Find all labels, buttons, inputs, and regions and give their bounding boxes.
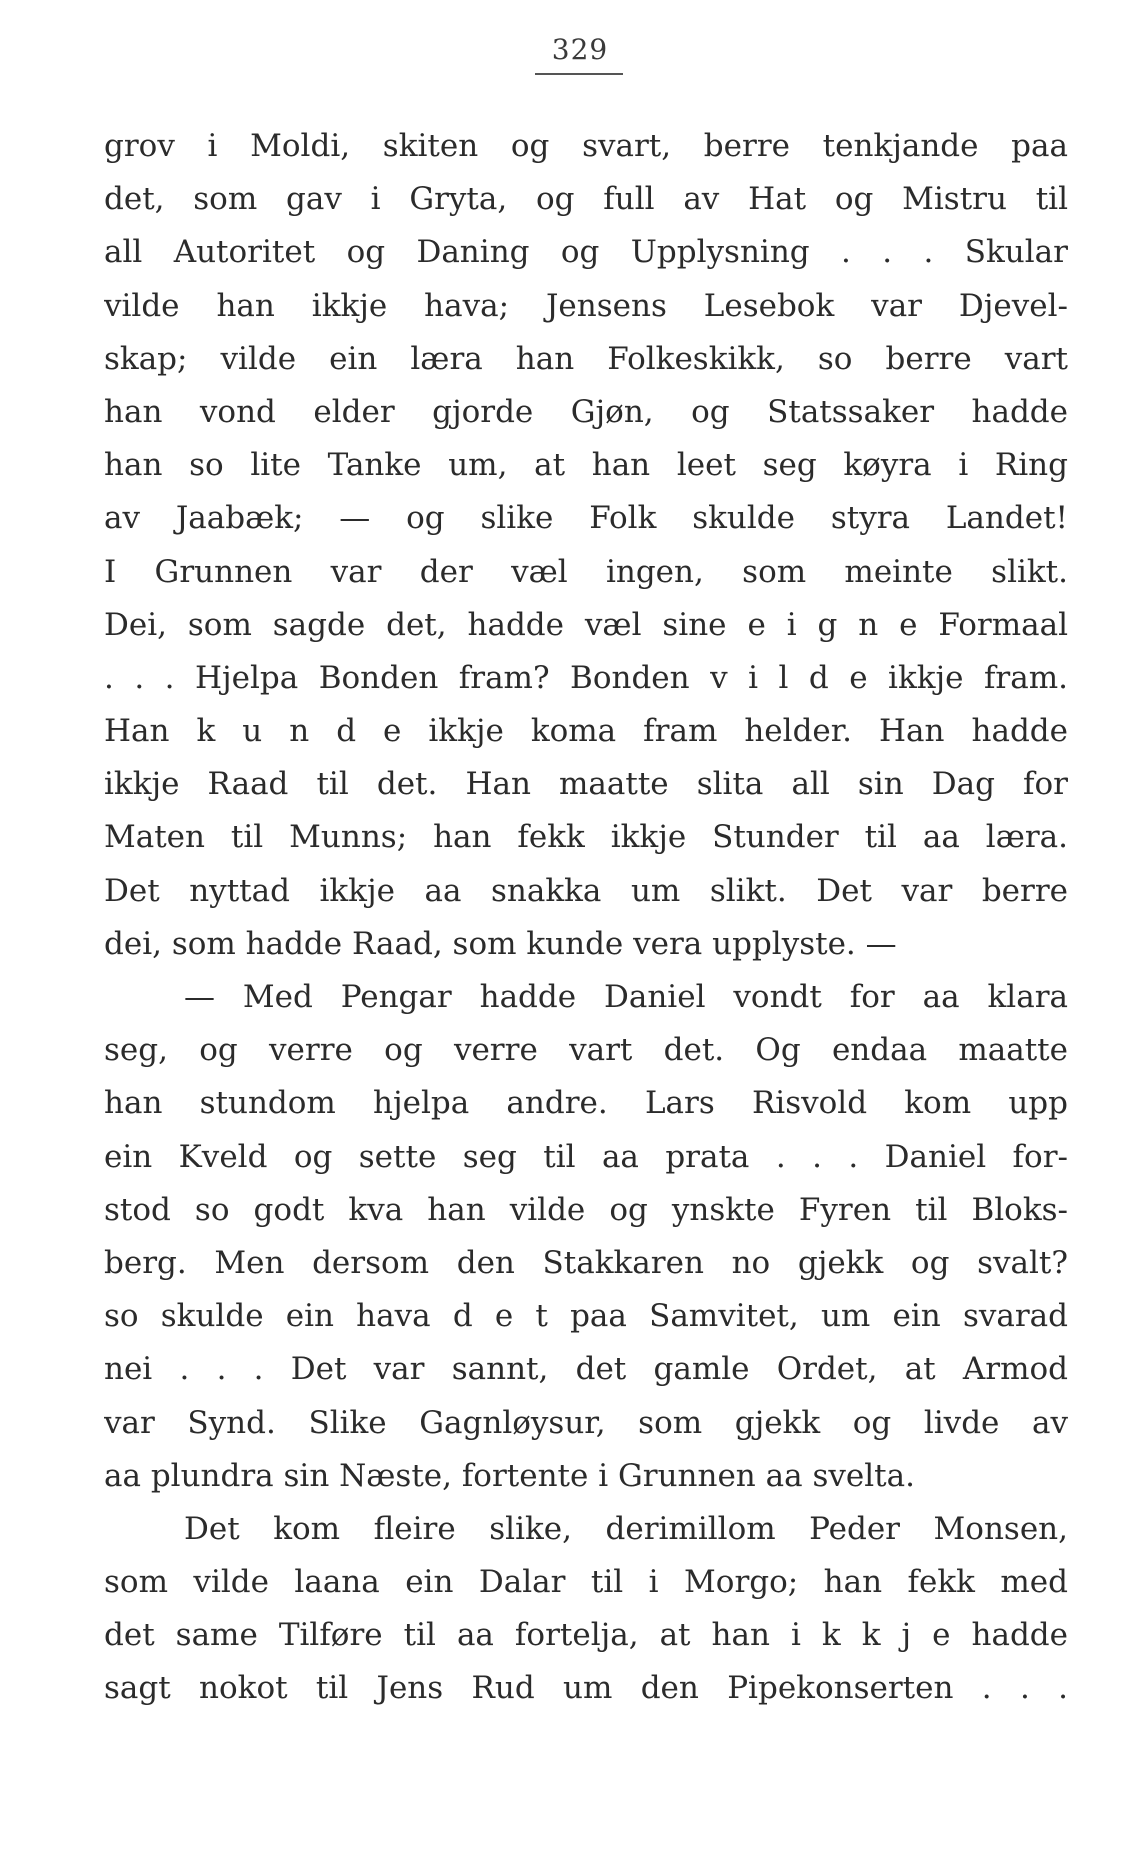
text-line: Han k u n d e ikkje koma fram helder. Han hadde <box>104 713 1068 750</box>
text-line: han vond elder gjorde Gjøn, og Statssaker hadde <box>104 393 1068 430</box>
text-line: det same Tilføre til aa fortelja, at han i k k j e hadde <box>104 1617 1068 1654</box>
text-line: dei, som hadde Raad, som kunde vera upplyste. — <box>104 925 897 962</box>
text-line: vilde han ikkje hava; Jensens Lesebok var Djevel- <box>104 287 1068 324</box>
text-line: det, som gav i Gryta, og full av Hat og Mistru til <box>104 181 1068 218</box>
text-line: Maten til Munns; han fekk ikkje Stunder til aa læra. <box>104 819 1068 856</box>
text-line: seg, og verre og verre vart det. Og endaa maatte <box>104 1032 1068 1069</box>
text-line: var Synd. Slike Gagnløysur, som gjekk og livde av <box>104 1404 1068 1441</box>
body-text <box>104 120 1068 1716</box>
text-line: all Autoritet og Daning og Upplysning . . . Skular <box>104 234 1068 271</box>
text-line: I Grunnen var der væl ingen, som meinte slikt. <box>104 553 1068 590</box>
text-line: grov i Moldi, skiten og svart, berre tenkjande paa <box>104 128 1068 164</box>
text-line: — Med Pengar hadde Daniel vondt for aa klara <box>184 979 1068 1015</box>
text-line: . . . Hjelpa Bonden fram? Bonden v i l d e ikkje fram. <box>104 659 1068 696</box>
text-line: av Jaabæk; — og slike Folk skulde styra Landet! <box>104 500 1068 537</box>
text-line: Dei, som sagde det, hadde væl sine e i g n e Formaal <box>104 606 1068 643</box>
text-line: Det kom fleire slike, derimillom Peder Monsen, <box>184 1510 1068 1547</box>
page-number-rule <box>535 73 623 75</box>
text-line: Det nyttad ikkje aa snakka um slikt. Det var berre <box>104 872 1068 909</box>
text-line: berg. Men dersom den Stakkaren no gjekk og svalt? <box>104 1244 1068 1281</box>
text-line: ein Kveld og sette seg til aa prata . . . Daniel for- <box>104 1138 1068 1175</box>
text-line: stod so godt kva han vilde og ynskte Fyren til Bloks- <box>104 1191 1068 1228</box>
text-line: so skulde ein hava d e t paa Samvitet, um ein svarad <box>104 1298 1068 1335</box>
text-line: som vilde laana ein Dalar til i Morgo; han fekk med <box>104 1564 1068 1601</box>
text-line: ikkje Raad til det. Han maatte slita all sin Dag for <box>104 766 1068 803</box>
text-line: nei . . . Det var sannt, det gamle Ordet, at Armod <box>104 1351 1068 1388</box>
text-line: aa plundra sin Næste, fortente i Grunnen aa svelta. <box>104 1457 915 1494</box>
page-number: 329 <box>551 33 609 66</box>
text-line: skap; vilde ein læra han Folkeskikk, so berre vart <box>104 340 1068 377</box>
text-line: han stundom hjelpa andre. Lars Risvold kom upp <box>104 1085 1068 1122</box>
text-line: han so lite Tanke um, at han leet seg køyra i Ring <box>104 447 1068 484</box>
text-line: sagt nokot til Jens Rud um den Pipekonserten . . . <box>104 1670 1068 1707</box>
